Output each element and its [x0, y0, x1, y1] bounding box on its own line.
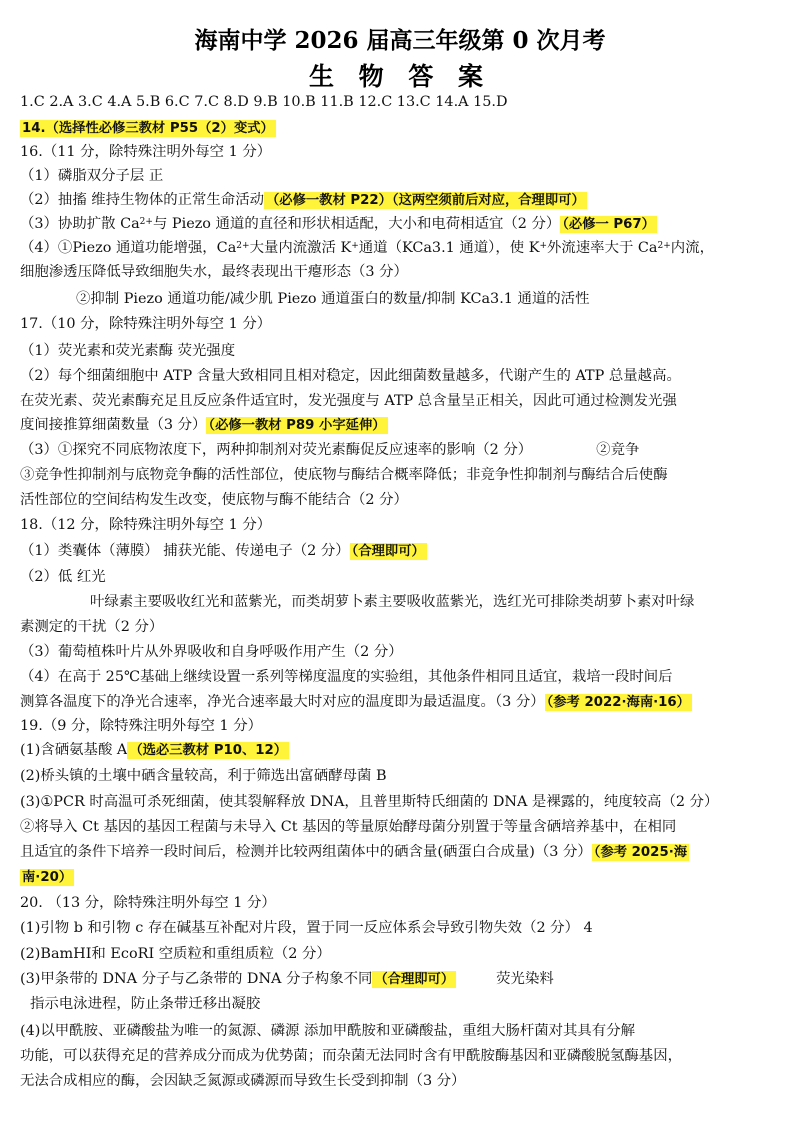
superscript: 2+	[657, 241, 671, 251]
multiple-choice-answers: 1.C 2.A 3.C 4.A 5.B 6.C 7.C 8.D 9.B 10.B 11.B 12.C 13.C 14.A 15.D	[20, 94, 508, 110]
text-segment: 且适宜的条件下培养一段时间后，检测并比较两组菌体中的硒含量(硒蛋白合成量)（3 分）	[20, 844, 592, 860]
q20-answer-2: (2)BamHⅠ和 EcoRⅠ 空质粒和重组质粒（2 分）	[20, 946, 331, 962]
q18-answer-2-line-2: 叶绿素主要吸收红光和蓝紫光，而类胡萝卜素主要吸收蓝紫光，选红光可排除类胡萝卜素对叶绿	[90, 594, 695, 610]
q20-answer-1: (1)引物 b 和引物 c 存在碱基互补配对片段，置于同一反应体系会导致引物失效（2 分） 4	[20, 920, 593, 936]
text-segment: （4）①Piezo 通道功能增强，Ca	[20, 240, 237, 256]
q17-answer-3-line-1	[20, 440, 639, 460]
q18-header: 18.（12 分，除特殊注明外每空 1 分）	[20, 517, 272, 533]
q18-answer-1-note: （合理即可）	[351, 544, 425, 559]
text-segment: 通道（KCa3.1 通道），使 K	[358, 240, 540, 256]
q16-answer-4-line-2: 细胞渗透压降低导致细胞失水，最终表现出干瘪形态（3 分）	[20, 264, 408, 280]
q17-answer-2-line-3	[20, 415, 388, 436]
q18-answer-1	[20, 541, 427, 562]
exam-subtitle: 生 物 答 案	[308, 62, 492, 91]
q20-answer-3-line-2: 指示电泳进程，防止条带迁移出凝胶	[30, 996, 261, 1012]
q16-answer-3-text-a: （3）协助扩散 Ca	[20, 216, 140, 232]
q19-answer-3-note-a: （参考 2025·海	[593, 845, 688, 860]
q20-answer-4-line-1: (4)以甲酰胺、亚磷酸盐为唯一的氮源、磷源 添加甲酰胺和亚磷酸盐，重组大肠杆菌对其具有分解	[20, 1023, 635, 1039]
q20-answer-4-line-2: 功能，可以获得充足的营养成分而成为优势菌；而杂菌无法同时含有甲酰胺酶基因和亚磷酸脱氢酶基因，	[20, 1048, 682, 1064]
q20-answer-3	[20, 969, 554, 990]
q17-answer-2-line-1: （2）每个细菌细胞中 ATP 含量大致相同且相对稳定，因此细菌数量越多，代谢产生的 ATP 总量越高。	[20, 368, 681, 384]
text-segment: （1）类囊体（薄膜） 捕获光能、传递电子（2 分）	[20, 543, 350, 559]
q18-answer-4-line-2	[20, 692, 692, 713]
q17-header: 17.（10 分，除特殊注明外每空 1 分）	[20, 316, 272, 332]
text-segment: 度间接推算细菌数量（3 分）	[20, 417, 207, 433]
q18-answer-4-note: （参考 2022·海南·16）	[546, 695, 690, 710]
text-segment: ②竞争	[596, 442, 640, 458]
q14-highlight-note: 14.（选择性必修三教材 P55（2）变式）	[22, 121, 274, 136]
q19-answer-2: (2)桥头镇的土壤中硒含量较高，利于筛选出富硒酵母菌 B	[20, 768, 387, 784]
q19-answer-3-line-1: (3)①PCR 时高温可杀死细菌，使其裂解释放 DNA，且普里斯特氏细菌的 DNA 是裸露的，纯度较高（2 分）	[20, 794, 719, 810]
q16-answer-2-note: （必修一教材 P22）（这两空须前后对应，合理即可）	[265, 193, 585, 208]
q19-answer-3-line-4	[20, 867, 74, 888]
q19-answer-1-note: （选必三教材 P10、12）	[129, 743, 288, 758]
text-segment: (1)含硒氨基酸 A	[20, 742, 128, 758]
q18-answer-2-line-3: 素测定的干扰（2 分）	[20, 619, 164, 635]
text-segment: 外流速率大于 Ca	[547, 240, 658, 256]
q17-answer-3-line-3: 活性部位的空间结构发生改变，使底物与酶不能结合（2 分）	[20, 492, 408, 508]
superscript: +	[539, 241, 547, 251]
q16-answer-3-note: （必修一 P67）	[562, 217, 655, 232]
text-segment: （3）①探究不同底物浓度下，两种抑制剂对荧光素酶促反应速率的影响（2 分）	[20, 442, 533, 458]
text-segment: 测算各温度下的净光合速率，净光合速率最大时对应的温度即为最适温度。（3 分）	[20, 694, 545, 710]
q17-answer-3-line-2: ③竞争性抑制剂与底物竞争酶的活性部位，使底物与酶结合概率降低；非竞争性抑制剂与酶结合后使酶	[20, 467, 668, 483]
q20-answer-3-note: （合理即可）	[374, 972, 455, 987]
q16-answer-4-line-1	[20, 238, 714, 258]
q19-answer-3-note-b: 南·20）	[22, 870, 73, 885]
text-segment: 内流，	[670, 240, 714, 256]
q16-header: 16.（11 分，除特殊注明外每空 1 分）	[20, 144, 272, 160]
text-segment: (3)甲条带的 DNA 分子与乙条带的 DNA 分子构象不同	[20, 971, 373, 987]
q20-header: 20. （13 分，除特殊注明外每空 1 分）	[20, 895, 276, 911]
q17-answer-1: （1）荧光素和荧光素酶 荧光强度	[20, 343, 236, 359]
exam-title: 海南中学 2026 届高三年级第 0 次月考	[194, 27, 606, 54]
q19-answer-3-line-2: ②将导入 Ct 基因的基因工程菌与未导入 Ct 基因的等量原始酵母菌分别置于等量含硒培养基中，在相同	[20, 819, 677, 835]
q16-answer-4-line-3: ②抑制 Piezo 通道功能/减少肌 Piezo 通道蛋白的数量/抑制 KCa3.1 通道的活性	[76, 291, 590, 307]
q14-note	[20, 118, 276, 139]
q19-header: 19.（9 分，除特殊注明外每空 1 分）	[20, 718, 262, 734]
superscript: +	[351, 241, 359, 251]
q18-answer-3: （3）葡萄植株叶片从外界吸收和自身呼吸作用产生（2 分）	[20, 644, 403, 660]
text-segment: 大量内流激活 K	[249, 240, 352, 256]
superscript: 2+	[139, 217, 153, 227]
q16-answer-2	[20, 190, 587, 211]
q19-answer-1	[20, 740, 289, 761]
q19-answer-3-line-3	[20, 842, 689, 863]
q16-answer-2-text: （2）抽搐 维持生物体的正常生命活动	[20, 192, 264, 208]
q16-answer-3-text-b: 与 Piezo 通道的直径和形状相适配，大小和电荷相适宜（2 分）	[152, 216, 561, 232]
q18-answer-2: （2）低 红光	[20, 569, 106, 585]
superscript: 2+	[236, 241, 250, 251]
q16-answer-3	[20, 214, 657, 235]
q17-answer-2-line-2: 在荧光素、荧光素酶充足且反应条件适宜时，发光强度与 ATP 总含量呈正相关，因此可通过检测发光强	[20, 393, 677, 409]
q20-answer-4-line-3: 无法合成相应的酶，会因缺乏氮源或磷源而导致生长受到抑制（3 分）	[20, 1073, 466, 1089]
q17-answer-2-note: （必修一教材 P89 小字延伸）	[208, 418, 386, 433]
text-segment: 荧光染料	[496, 971, 554, 987]
q18-answer-4-line-1: （4）在高于 25℃基础上继续设置一系列等梯度温度的实验组，其他条件相同且适宜，栽培一段时间后	[20, 669, 673, 685]
q16-answer-1: （1）磷脂双分子层 正	[20, 168, 164, 184]
